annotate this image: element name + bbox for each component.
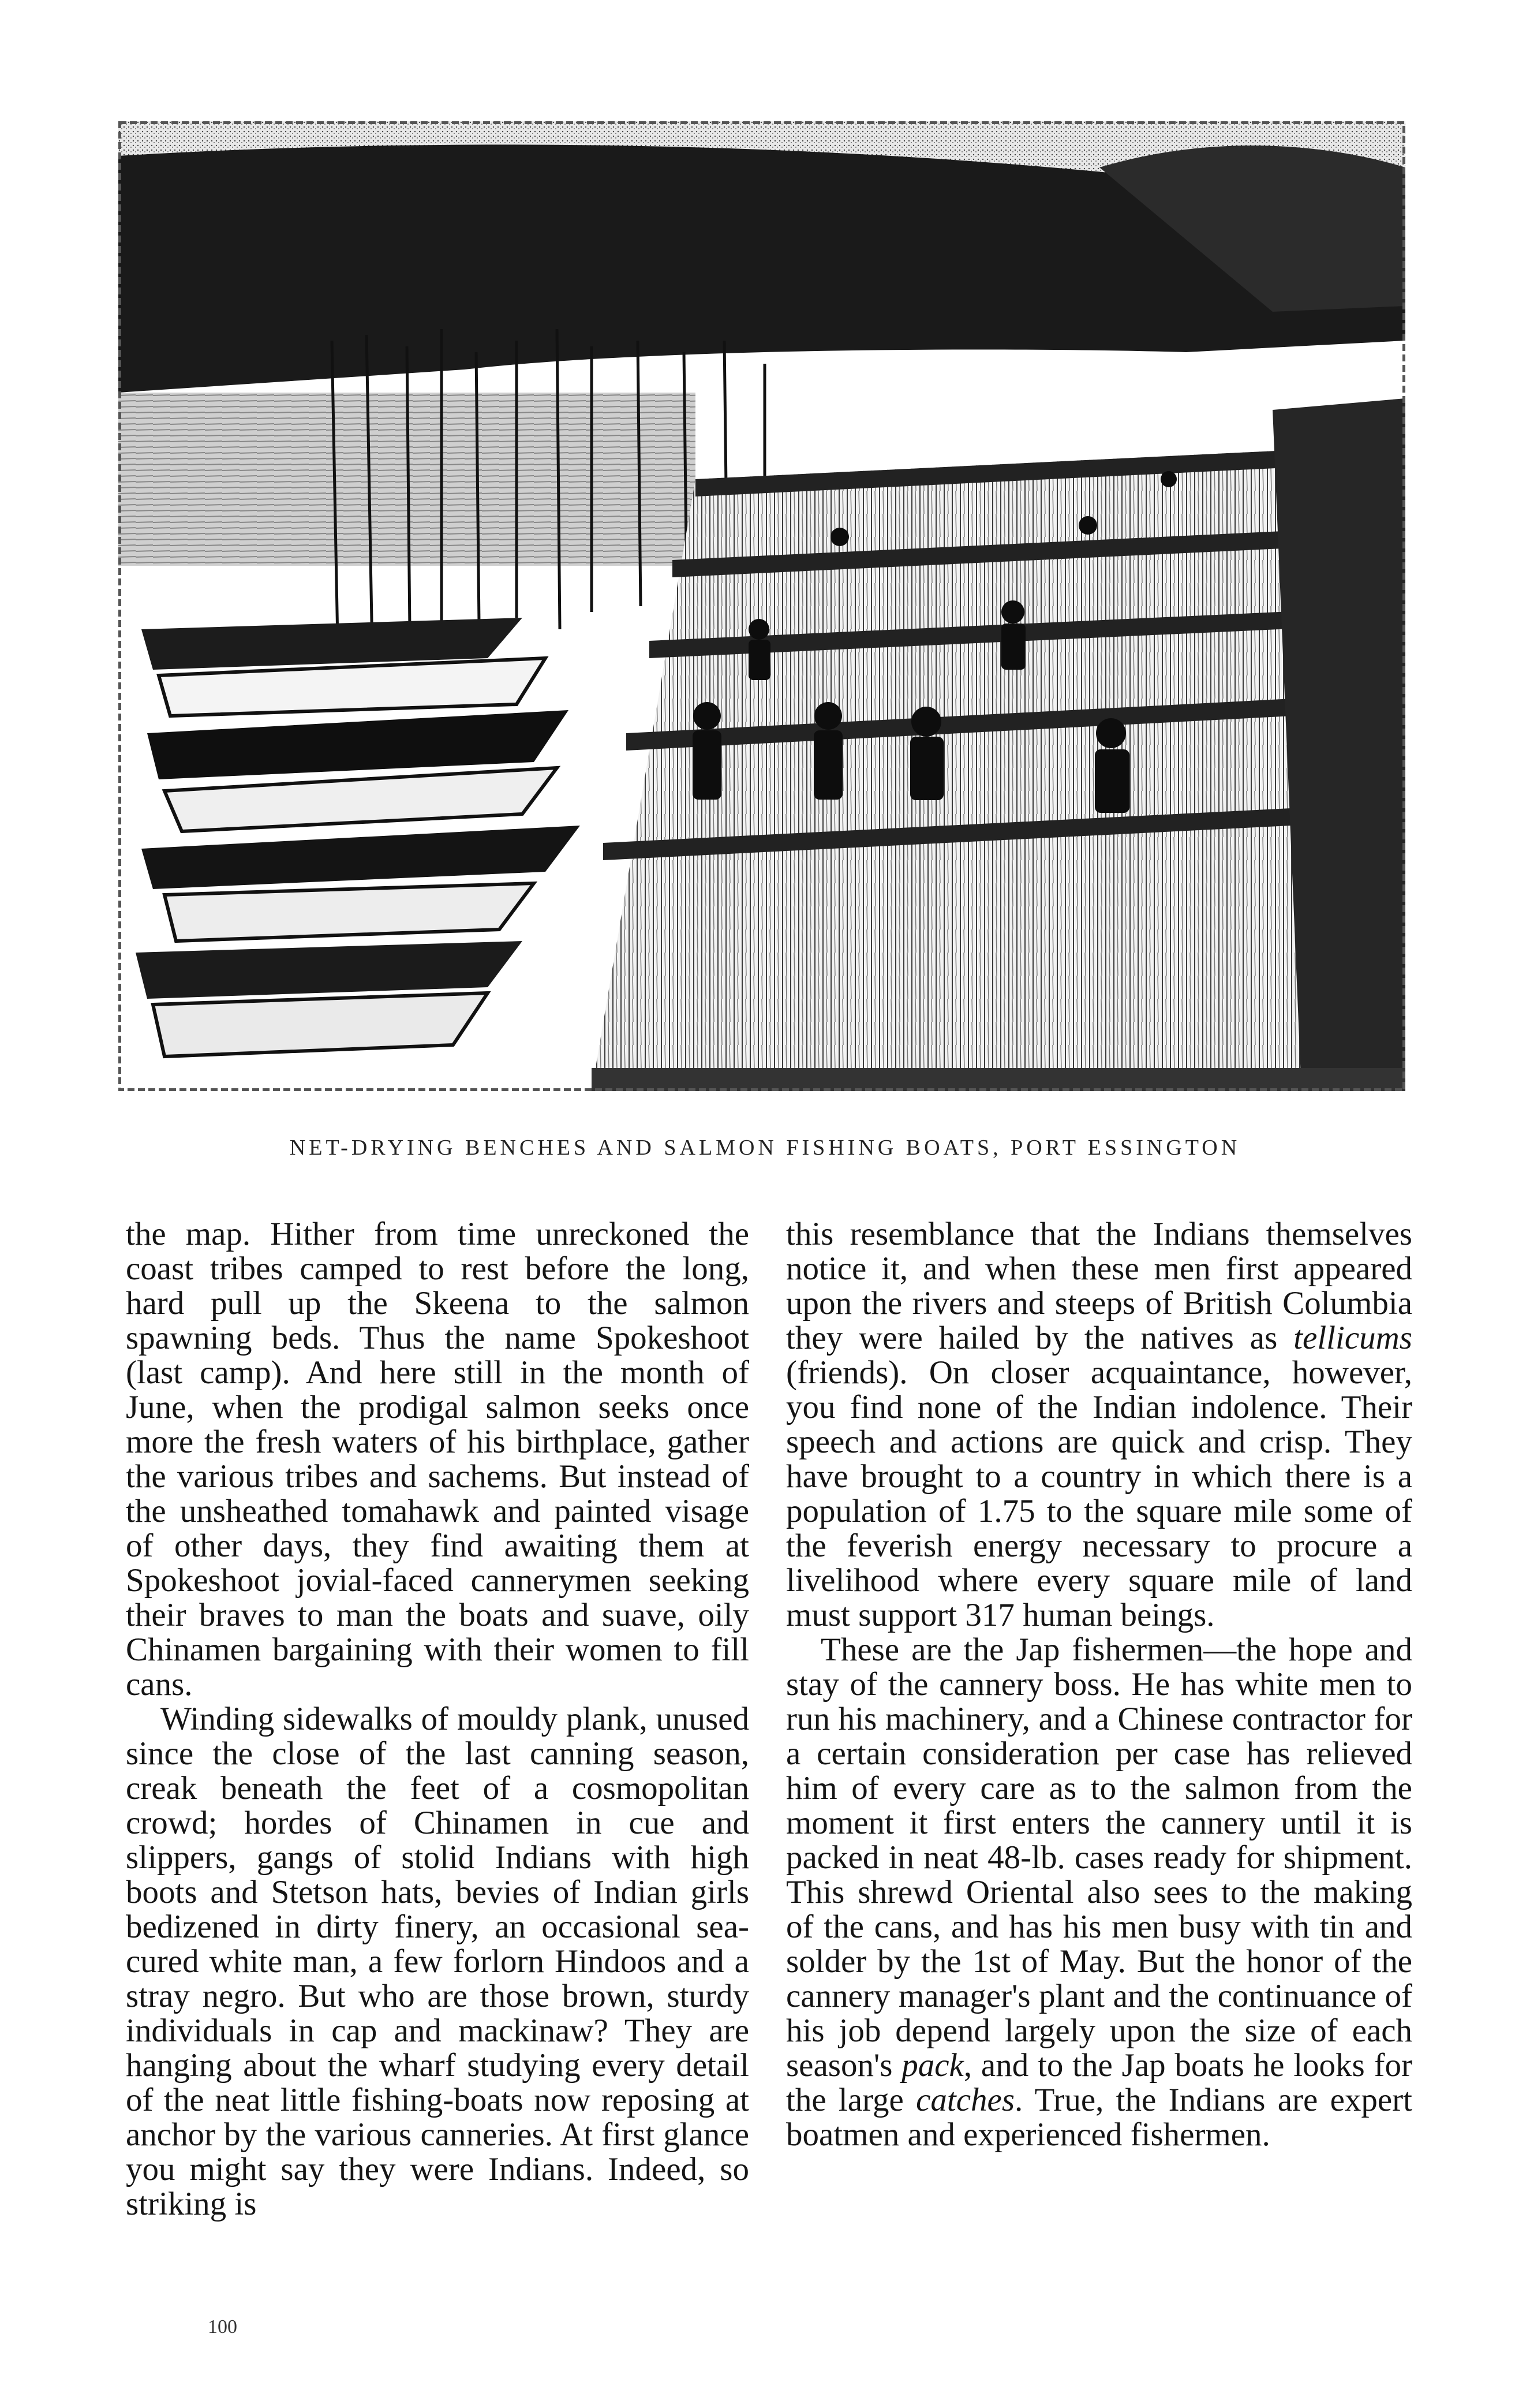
right-paragraph-1 bbox=[786, 1217, 1412, 1633]
left-text-column bbox=[126, 1217, 749, 2222]
italic-term: catches bbox=[916, 2082, 1015, 2118]
photo-caption: NET-DRYING BENCHES AND SALMON FISHING BOATS, PORT ESSINGTON bbox=[289, 1136, 1241, 1160]
right-text-column bbox=[786, 1217, 1412, 2152]
page-number: 100 bbox=[208, 2316, 237, 2338]
net-drying-photo bbox=[118, 121, 1405, 1091]
italic-term: tellicums bbox=[1293, 1320, 1412, 1356]
left-paragraph-1: the map. Hither from time unreckoned the coast tribes camped to rest before the long, hard pull up the Skeena to the salmon spawning beds. Thus the name Spokeshoot (last camp). And here still in the month of June, when the prodigal salmon seeks once more the fresh waters of his birthplace, gather the various tribes and sachems. But instead of the unsheathed tomahawk and painted visage of other days, they find awaiting them at Spokeshoot jovial-faced cannerymen seeking their braves to man the boats and suave, oily Chinamen bargaining with their women to fill cans. bbox=[126, 1216, 749, 1703]
text-run: . True, the Indians are expert boatmen and experienced fishermen. bbox=[786, 2082, 1412, 2153]
text-run: , and to the Jap boats he looks for the large bbox=[786, 2047, 1412, 2118]
photograph bbox=[118, 121, 1405, 1091]
text-run: this resemblance that the Indians themselves notice it, and when these men first appeared upon the rivers and steeps of British Columbia they were hailed by the natives as bbox=[786, 1216, 1412, 1356]
italic-term: pack bbox=[901, 2047, 964, 2084]
right-paragraph-2 bbox=[786, 1633, 1412, 2152]
text-run: (friends). On closer acquaintance, however, you find none of the Indian indolence. Their speech and actions are quick and crisp. They have brought to a country in which there is a population of 1.75 to the square mile some of the feverish energy necessary to procure a livelihood where every square mile of land must support 317 human beings. bbox=[786, 1354, 1412, 1633]
left-paragraph-2: Winding sidewalks of mouldy plank, unused since the close of the last canning season, creak beneath the feet of a cosmopolitan crowd; hordes of Chinamen in cue and slippers, gangs of stolid Indians with high boots and Stetson hats, bevies of Indian girls bedizened in dirty finery, an occasional sea-cured white man, a few forlorn Hindoos and a stray negro. But who are those brown, sturdy individuals in cap and mackinaw? They are hanging about the wharf studying every detail of the neat little fishing-boats now reposing at anchor by the various canneries. At first glance you might say they were Indians. Indeed, so striking is bbox=[126, 1701, 749, 2222]
text-run: These are the Jap fishermen—the hope and stay of the cannery boss. He has white men to run his machinery, and a Chinese contractor for a certain consideration per case has relieved him of every care as to the salmon from the moment it first enters the cannery until it is packed in neat 48-lb. cases ready for shipment. This shrewd Oriental also sees to the making of the cans, and has his men busy with tin and solder by the 1st of May. But the honor of the cannery manager's plant and the continuance of his job depend largely upon the size of each season's bbox=[786, 1632, 1412, 2084]
